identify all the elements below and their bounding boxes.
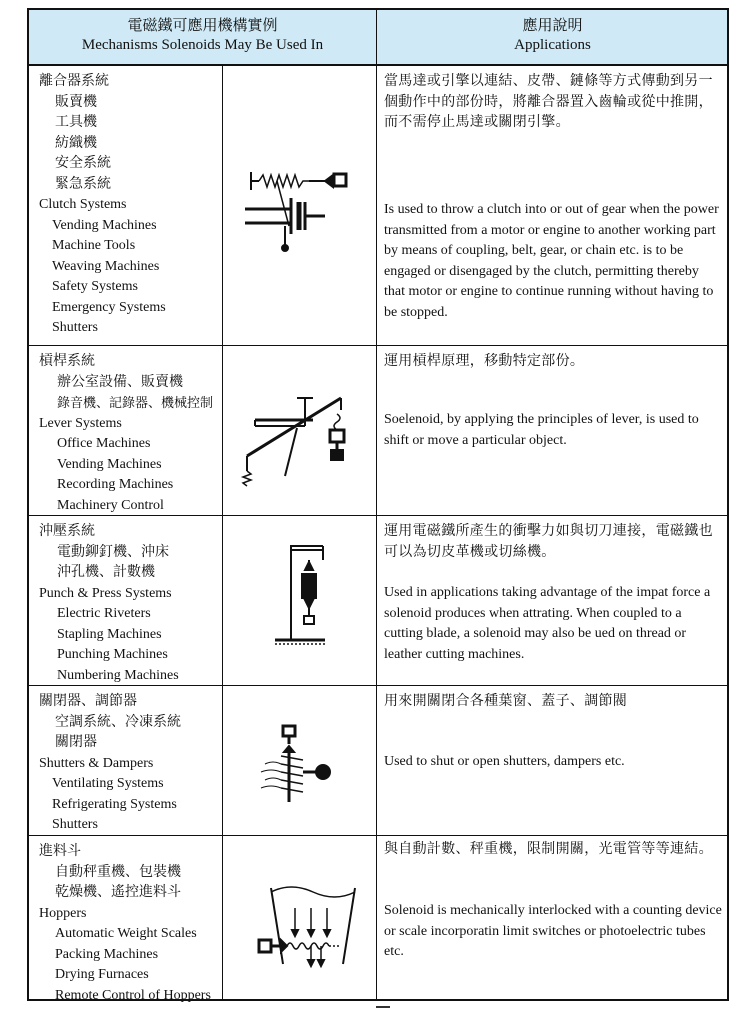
category-title-en: Punch & Press Systems <box>39 585 172 601</box>
press-diagram-icon <box>225 516 373 685</box>
damper-diagram-icon <box>225 686 373 835</box>
column-divider <box>376 686 377 836</box>
category-title: 關閉器、調節器 <box>39 694 137 709</box>
cell-divider <box>222 686 223 835</box>
header-applications-en: Applications <box>514 37 591 53</box>
list-item: 空調系統、冷凍系統 <box>55 714 181 730</box>
application-description-en: Is used to throw a clutch into or out of gear when the power transmitted from a motor or engine to another working part by means of coupling, belt, gear, or chain etc. is to be engaged or disengaged by the clutch, permitting thereby that motor or engine to continue running without having to be stopped. <box>384 202 719 320</box>
cell-divider <box>222 66 223 345</box>
list-item: Electric Riveters <box>57 606 151 621</box>
mechanism-list <box>39 842 219 1006</box>
table-row-hoppers <box>29 836 727 1003</box>
list-item: Safety Systems <box>52 279 138 294</box>
application-description-zh: 運用電磁鐵所產生的衝擊力如與切刀連接，電磁鐵也可以為切皮革機或切絲機。 <box>384 524 713 560</box>
list-item: 錄音機、記錄器、機械控制 <box>57 395 214 410</box>
application-description-zh: 與自動計數、秤重機，限制開關，光電管等等連結。 <box>384 842 713 857</box>
column-divider <box>376 516 377 686</box>
application-description-zh: 用來開關閉合各種葉窗、蓋子、調節閥 <box>384 694 628 709</box>
list-item: 紡織機 <box>55 135 97 151</box>
table-row-lever <box>29 346 727 516</box>
list-item: Vending Machines <box>52 217 157 233</box>
category-title: 沖壓系統 <box>39 524 95 539</box>
list-item: Machinery Control <box>57 497 164 513</box>
list-item: 緊急系統 <box>55 176 111 192</box>
list-item: 沖孔機、計數機 <box>57 565 155 580</box>
table-row-dampers <box>29 686 727 836</box>
lever-diagram-icon <box>225 346 373 515</box>
table-row-press <box>29 516 727 686</box>
category-title: 離合器系統 <box>39 74 109 89</box>
application-description-zh: 當馬達或引擎以連結、皮帶、鏈條等方式傳動到另一個動作中的部份時，將離合器置入齒輪或從中推開，而不需停止馬達或關閉引擎。 <box>384 74 713 130</box>
list-item: Automatic Weight Scales <box>55 926 197 941</box>
list-item: 工具機 <box>55 115 97 130</box>
list-item: 乾燥機、遙控進料斗 <box>55 885 181 900</box>
category-title: 進料斗 <box>39 844 81 859</box>
application-description-en: Soelenoid, by applying the principles of lever, is used to shift or move a particular object. <box>384 412 699 448</box>
column-divider <box>376 836 377 999</box>
list-item: Weaving Machines <box>52 258 160 274</box>
category-title-en: Clutch Systems <box>39 197 127 212</box>
hopper-diagram-icon <box>225 836 373 999</box>
list-item: Emergency Systems <box>52 299 166 315</box>
header-applications <box>378 10 727 64</box>
list-item: 自動秤重機、包裝機 <box>55 864 181 880</box>
list-item: Packing Machines <box>55 946 159 962</box>
header-mechanisms-en: Mechanisms Solenoids May Be Used In <box>81 37 324 53</box>
list-item: Stapling Machines <box>57 626 162 642</box>
list-item: 安全系統 <box>55 156 111 171</box>
list-item: Remote Control of Hoppers <box>55 987 211 1003</box>
cell-divider <box>222 516 223 685</box>
list-item: Numbering Machines <box>57 667 179 683</box>
category-title: 槓桿系統 <box>39 354 95 369</box>
column-divider <box>376 346 377 516</box>
application-description-en: Used in applications taking advantage of the impat force a solenoid produces when attrating. When coupled to a cutting blade, a solenoid may also be ued on thread or leather cutting machines. <box>384 585 711 662</box>
list-item: 關閉器 <box>55 735 97 750</box>
category-title-en: Hoppers <box>39 905 87 921</box>
cell-divider <box>222 836 223 999</box>
application-description-zh: 運用槓桿原理，移動特定部份。 <box>384 354 585 369</box>
list-item: 販賣機 <box>55 94 97 110</box>
cell-divider <box>222 346 223 515</box>
list-item: Office Machines <box>57 436 151 451</box>
list-item: 辦公室設備、販賣機 <box>57 374 183 390</box>
category-title-en: Shutters & Dampers <box>39 755 154 771</box>
mechanism-list <box>39 692 219 836</box>
list-item: Drying Furnaces <box>55 967 149 982</box>
table-header <box>29 10 727 66</box>
clutch-diagram-icon <box>225 66 373 345</box>
list-item: Shutters <box>52 817 98 832</box>
list-item: Ventilating Systems <box>52 776 164 791</box>
list-item: Machine Tools <box>52 238 136 253</box>
application-description-en: Used to shut or open shutters, dampers etc. <box>384 754 625 769</box>
header-applications-zh: 應用說明 <box>522 18 583 34</box>
list-item: Shutters <box>52 320 98 335</box>
list-item: Vending Machines <box>57 456 162 472</box>
list-item: Punching Machines <box>57 647 168 662</box>
list-item: Refrigerating Systems <box>52 796 177 812</box>
mechanism-list <box>39 522 219 686</box>
list-item: Recording Machines <box>57 477 174 492</box>
page-number-mark <box>376 1006 390 1014</box>
list-item: 電動鉚釘機、沖床 <box>57 544 169 560</box>
table-row-clutch <box>29 66 727 346</box>
application-description-en: Solenoid is mechanically interlocked with a counting device or scale incorporatin limit switches or photoelectric tubes etc. <box>384 903 722 959</box>
header-divider <box>376 10 377 64</box>
mechanism-list <box>39 352 219 516</box>
category-title-en: Lever Systems <box>39 415 122 431</box>
header-mechanisms-zh: 電磁鐵可應用機構實例 <box>127 18 278 34</box>
column-divider <box>376 66 377 346</box>
applications-table <box>27 8 729 1001</box>
mechanism-list <box>39 72 219 339</box>
header-mechanisms <box>29 10 376 64</box>
